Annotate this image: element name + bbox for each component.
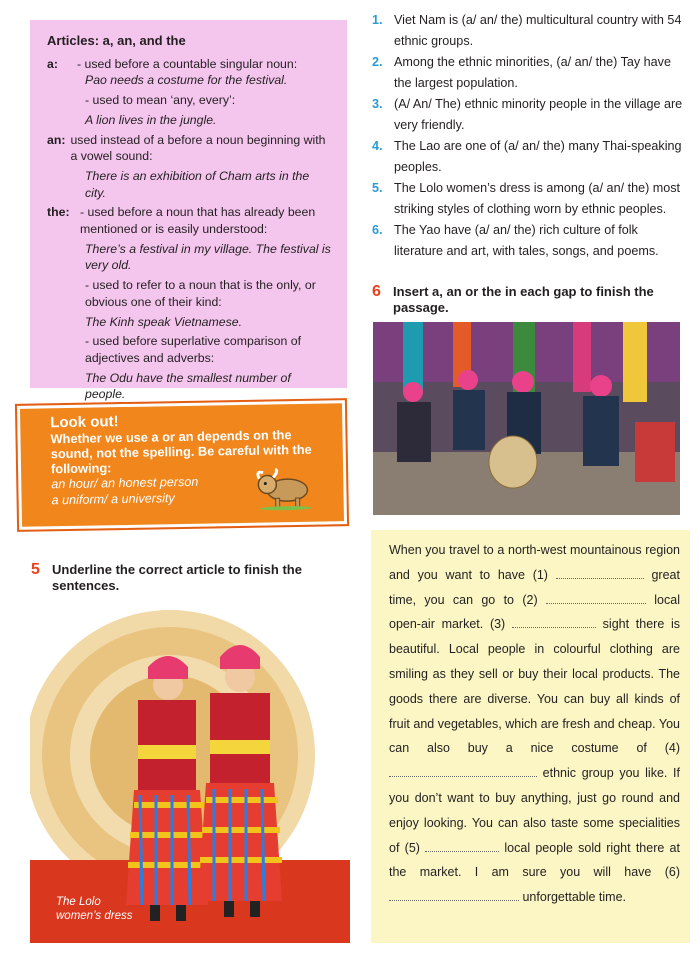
gap-5[interactable] (425, 840, 499, 852)
sentence-item (372, 52, 690, 94)
an-label: an: (47, 132, 66, 147)
a-use-1: - used before a countable singular noun: (77, 56, 298, 71)
the-example-2: The Kinh speak Vietnamese. (85, 314, 242, 329)
gap-1[interactable] (556, 567, 644, 579)
sentence-text: The Yao have (a/ an/ the) rich culture of folk literature and art, with tales, songs, and poems. (394, 223, 659, 258)
passage-text-4: sight there is beautiful. Local people in colourful clothing are smiling as they sell or buy their local products. The goods there are diverse. You can buy all kinds of fruit and vegetables, which are fresh and cheap. You can also buy a nice costume of (4) (389, 617, 681, 756)
sentence-text: Among the ethnic minorities, (a/ an/ the) Tay have the largest population. (394, 55, 671, 90)
gap-2[interactable] (546, 592, 646, 604)
exercise-5-number: 5 (31, 561, 40, 578)
passage-text-3: local open-air market. (3) (389, 592, 680, 632)
sentence-number: 3. (372, 97, 383, 111)
photo-caption-line-1: The Lolo (56, 896, 101, 908)
sentence-number: 6. (372, 223, 383, 237)
buffalo-icon (253, 466, 314, 511)
sentence-item (372, 94, 690, 136)
sentence-item (372, 220, 690, 262)
lolo-dress-photo (30, 605, 350, 943)
gap-3[interactable] (512, 616, 596, 628)
the-use-1: - used before a noun that has already been mentioned or is easily understood: (80, 205, 316, 237)
look-out-example-2: a uniform/ a university (51, 491, 175, 508)
sentence-text: The Lao are one of (a/ an/ the) many Thai-speaking peoples. (394, 139, 682, 174)
the-use-3: - used before superlative comparison of adjectives and adverbs: (85, 334, 301, 365)
sentence-number: 4. (372, 139, 383, 153)
exercise-5-sentences (372, 10, 690, 262)
an-example: There is an exhibition of Cham arts in the city. (85, 168, 310, 200)
the-example-1: There’s a festival in my village. The festival is very old. (85, 241, 331, 273)
sentence-item (372, 10, 690, 52)
passage-text-2: great time, you can go to (2) (389, 567, 680, 607)
grammar-title: Articles: a, an, and the (47, 33, 186, 48)
passage-box (371, 530, 690, 943)
a-example-1: Pao needs a costume for the festival. (85, 73, 288, 88)
sentence-number: 2. (372, 55, 383, 69)
grammar-box (30, 20, 347, 402)
gap-4[interactable] (389, 765, 537, 777)
passage-text-6: local people sold right there at the market. I am sure you will have (6) (389, 840, 680, 880)
a-label: a: (47, 56, 58, 71)
sentence-text: Viet Nam is (a/ an/ the) multicultural country with 54 ethnic groups. (394, 13, 682, 48)
market-photo (373, 322, 680, 515)
passage-text-5: ethnic group you like. If you don’t want to buy anything, just go round and enjoy looking. You can also taste some specialities of (5) (389, 766, 680, 855)
a-example-2: A lion lives in the jungle. (85, 112, 217, 127)
the-example-3: The Odu have the smallest number of people. (85, 370, 291, 402)
sentence-text: The Lolo women’s dress is among (a/ an/ the) most striking styles of clothing worn by ethnic peoples. (394, 181, 681, 216)
exercise-6-number: 6 (372, 283, 381, 300)
look-out-body: Whether we use a or an depends on the sound, not the spelling. Be careful with the following: (50, 427, 312, 477)
the-label: the: (47, 205, 70, 220)
sentence-number: 1. (372, 13, 383, 27)
look-out-box (17, 400, 347, 530)
a-use-2: - used to mean ‘any, every’: (85, 93, 236, 108)
passage-text-1: When you travel to a north-west mountainous region and you want to have (1) (389, 543, 680, 582)
exercise-5-instruction: Underline the correct article to finish the sentences. (52, 562, 302, 593)
exercise-6-instruction: Insert a, an or the in each gap to finish the passage. (393, 284, 654, 315)
an-use: used instead of a before a noun beginning with a vowel sound: (70, 132, 326, 164)
gap-6[interactable] (389, 889, 519, 901)
sentence-item (372, 136, 690, 178)
look-out-heading: Look out! (50, 413, 119, 432)
photo-caption-line-2: women’s dress (56, 910, 133, 922)
passage-text-7: unforgettable time. (522, 890, 627, 905)
sentence-text: (A/ An/ The) ethnic minority people in the village are very friendly. (394, 97, 683, 132)
look-out-example-1: an hour/ an honest person (51, 474, 199, 492)
sentence-number: 5. (372, 181, 383, 195)
sentence-item (372, 178, 690, 220)
the-use-2: - used to refer to a noun that is the only, or obvious one of their kind: (85, 278, 316, 309)
